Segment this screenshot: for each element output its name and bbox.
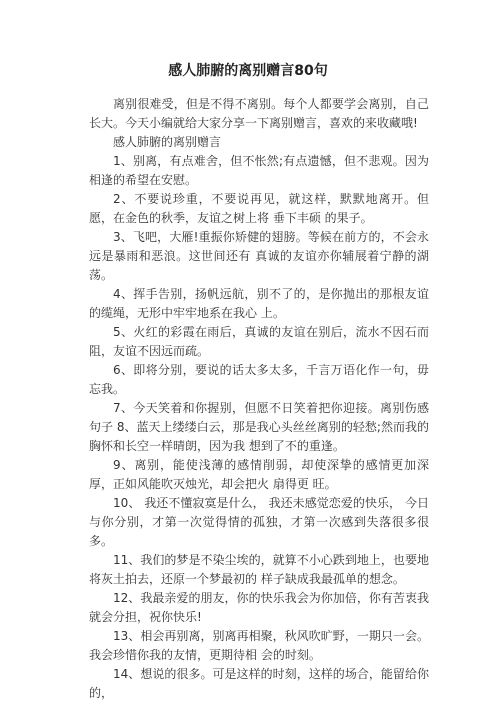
quote-paragraph: 4、挥手告别，扬帆远航，别不了的，是你抛出的那根友谊的缆绳，无形中牢牢地系在我心 上。: [89, 287, 429, 320]
quote-paragraph: 9、离别，能使浅薄的感情削弱，却使深挚的感情更加深厚，正如风能吹灭烛光，却会把火 扇得更 旺。: [89, 458, 429, 491]
quote-paragraph: 12、我最亲爱的朋友，你的快乐我会为你加倍，你有苦衷我就会分担，祝你快乐!: [89, 591, 429, 624]
document-body: [89, 95, 429, 703]
section-heading: 感人肺腑的离别赠言: [113, 135, 222, 149]
intro-paragraph: 离别很难受，但是不得不离别。每个人都要学会离别，自己长大。今天小编就给大家分享一下离别赠言，喜欢的来收藏哦!: [89, 97, 429, 130]
quote-paragraph: 13、相会再别离，别离再相聚，秋风吹旷野，一期只一会。我会珍惜你我的友情，更期待相 会的时刻。: [89, 629, 429, 662]
quote-paragraph: 3、飞吧，大雁!重振你矫健的翅膀。等候在前方的，不会永远是暴雨和恶浪。这世间还有 真诚的友谊亦你辅展着宁静的湖荡。: [89, 230, 429, 282]
quote-paragraph: 5、火红的彩霞在雨后，真诚的友谊在别后，流水不因石而阻，友谊不因远而疏。: [89, 325, 429, 358]
quote-paragraph: 7、今天笑着和你握别，但愿不日笑着把你迎接。离别伤感句子 8、蓝天上缕缕白云，那是我心头丝丝离别的轻愁;然而我的胸怀和长空一样晴朗，因为我 想到了不的重逢。: [89, 401, 429, 453]
quote-paragraph: 1、别离，有点难舍，但不怅然;有点遗憾，但不悲观。因为相逢的希望在安慰。: [89, 154, 429, 187]
quote-paragraph: 11、我们的梦是不染尘埃的，就算不小心跌到地上，也要地将灰土拍去，还原一个梦最初的 样子缺成我最孤单的想念。: [89, 553, 429, 586]
quote-paragraph: 6、即将分别，要说的话太多太多，千言万语化作一句，毋忘我。: [89, 363, 429, 396]
document-title: 感人肺腑的离别赠言80句: [168, 63, 328, 79]
quote-paragraph: 2、不要说珍重，不要说再见，就这样，默默地离开。但愿，在金色的秋季，友谊之树上将 垂下丰硕 的果子。: [89, 192, 429, 225]
quote-paragraph: 14、想说的很多。可是这样的时刻，这样的场合，能留给你的，: [89, 667, 429, 700]
quote-paragraph: 10、 我还不懂寂寞是什么， 我还未感觉恋爱的快乐， 今日与你分别，才第一次觉得情的孤独，才第一次感到失落很多很多。: [89, 496, 429, 548]
